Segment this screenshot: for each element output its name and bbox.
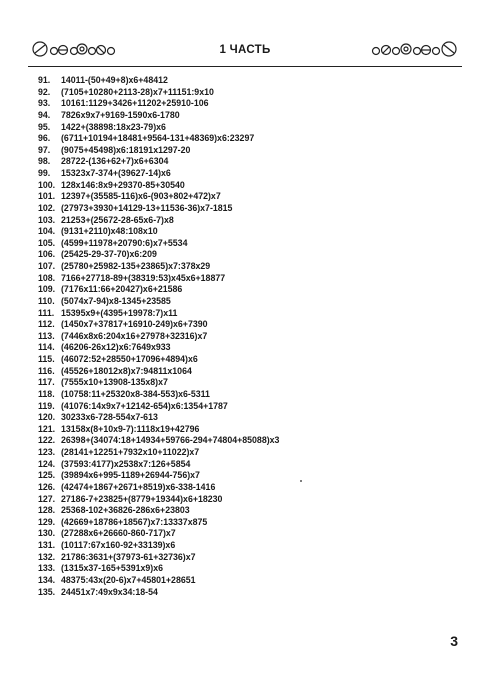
problem-number: 108. bbox=[38, 272, 56, 283]
problem-expression: 7826x9x7+9169-1590x6-1780 bbox=[61, 109, 180, 120]
problem-item bbox=[38, 110, 458, 122]
problem-expression: (46072:52+28550+17096+4894)x6 bbox=[61, 354, 198, 364]
problem-expression: (7555x10+13908-135x8)x7 bbox=[61, 377, 168, 388]
problem-item bbox=[38, 377, 458, 389]
problem-item bbox=[38, 319, 458, 331]
problem-number: 117. bbox=[38, 377, 55, 388]
problem-number: 131. bbox=[38, 540, 56, 550]
problem-number: 105. bbox=[38, 237, 56, 248]
problem-item bbox=[38, 552, 458, 564]
problem-number: 132. bbox=[38, 551, 56, 562]
problem-expression: (41076:14x9x7+12142-654)x6:1354+1787 bbox=[61, 400, 228, 411]
problem-expression: 1422+(38898:18x23-79)x6 bbox=[61, 121, 166, 132]
problem-number: 129. bbox=[38, 516, 56, 527]
problem-number: 116. bbox=[38, 365, 55, 376]
problem-number: 92. bbox=[38, 86, 51, 97]
decorative-circles-right-icon bbox=[366, 40, 458, 58]
problem-number: 130. bbox=[38, 528, 56, 539]
problem-expression: (46206-26x12)x6:7649x933 bbox=[61, 342, 171, 353]
problem-expression: 128x146:8x9+29370-85+30540 bbox=[61, 179, 185, 190]
problem-item bbox=[38, 482, 458, 494]
problem-expression: 10161:1129+3426+11202+25910-106 bbox=[61, 98, 209, 109]
problem-expression: 21253+(25672-28-65x6-7)x8 bbox=[61, 214, 174, 225]
problem-item bbox=[38, 528, 458, 540]
problem-expression: (45526+18012x8)x7:94811x1064 bbox=[61, 365, 192, 376]
problem-number: 126. bbox=[38, 481, 56, 492]
problem-expression: 15323x7-374+(39627-14)x6 bbox=[61, 168, 171, 178]
problem-item bbox=[38, 517, 458, 529]
problem-expression: (7176x11:66+20427)x6+21586 bbox=[61, 284, 183, 295]
problem-number: 115. bbox=[38, 354, 55, 364]
problem-item bbox=[38, 180, 458, 192]
problem-expression: (25780+25982-135+23865)x7:378x29 bbox=[61, 261, 211, 271]
problem-number: 119. bbox=[38, 400, 55, 411]
problem-number: 112. bbox=[38, 319, 55, 330]
problem-expression: (5074x7-94)x8-1345+23585 bbox=[61, 295, 171, 306]
problem-number: 123. bbox=[38, 447, 56, 457]
problem-number: 118. bbox=[38, 388, 55, 399]
problem-item bbox=[38, 366, 458, 378]
problem-number: 125. bbox=[38, 470, 56, 481]
page-number: 3 bbox=[450, 633, 458, 649]
problem-item bbox=[38, 412, 458, 424]
problem-item bbox=[38, 87, 458, 99]
problem-number: 114. bbox=[38, 342, 55, 353]
problem-expression: 21786:3631+(37973-61+32736)x7 bbox=[61, 551, 196, 562]
problem-number: 110. bbox=[38, 295, 55, 306]
problem-expression: 14011-(50+49+8)x6+48412 bbox=[61, 75, 168, 85]
problem-number: 134. bbox=[38, 574, 56, 585]
problem-expression: 27186-7+23825+(8779+19344)x6+18230 bbox=[61, 493, 223, 504]
problem-number: 96. bbox=[38, 133, 51, 144]
problem-item bbox=[38, 203, 458, 215]
problem-item bbox=[38, 273, 458, 285]
problem-expression: 28722-(136+62+7)x6+6304 bbox=[61, 156, 169, 167]
problem-item bbox=[38, 354, 458, 366]
problem-item bbox=[38, 587, 458, 599]
problem-item bbox=[38, 145, 458, 157]
problem-expression: 26398+(34074:18+14934+59766-294+74804+85088)x3 bbox=[61, 435, 280, 446]
problem-number: 97. bbox=[38, 144, 51, 155]
problem-number: 122. bbox=[38, 435, 56, 446]
problem-number: 111. bbox=[38, 307, 55, 318]
page-title: 1 ЧАСТЬ bbox=[219, 44, 271, 56]
problem-expression: (10758:11+25320x8-384-553)x6-5311 bbox=[61, 388, 210, 399]
problem-item bbox=[38, 342, 458, 354]
problem-item bbox=[38, 238, 458, 250]
problem-expression: (7446x8x6:204x16+27978+32316)x7 bbox=[61, 330, 208, 341]
problem-item bbox=[38, 284, 458, 296]
problem-item bbox=[38, 563, 458, 575]
problem-item bbox=[38, 122, 458, 134]
problem-item bbox=[38, 505, 458, 517]
problem-expression: (42474+1867+2671+8519)x6-338-1416 bbox=[61, 481, 216, 492]
problem-expression: 7166+27718-89+(38319:53)x45x6+18877 bbox=[61, 272, 226, 283]
problem-item bbox=[38, 470, 458, 482]
problem-number: 94. bbox=[38, 109, 51, 120]
problem-number: 135. bbox=[38, 586, 56, 597]
problem-expression: (10117:67x160-92+33139)x6 bbox=[61, 540, 176, 550]
problem-item bbox=[38, 389, 458, 401]
problem-number: 103. bbox=[38, 214, 56, 225]
problem-item bbox=[38, 540, 458, 552]
page-header bbox=[28, 40, 462, 66]
problem-expression: 13158x(8+10x9-7):1118x19+42796 bbox=[61, 423, 200, 434]
problem-number: 127. bbox=[38, 493, 56, 504]
problem-expression: (6711+10194+18481+9564-131+48369)x6:23297 bbox=[61, 133, 255, 144]
problem-number: 106. bbox=[38, 249, 56, 260]
problem-number: 100. bbox=[38, 179, 56, 190]
problem-number: 102. bbox=[38, 202, 56, 213]
problem-expression: (9075+45498)x6:18191x1297-20 bbox=[61, 144, 191, 155]
problem-item bbox=[38, 575, 458, 587]
problem-expression: (1450x7+37817+16910-249)x6+7390 bbox=[61, 319, 208, 330]
problem-number: 104. bbox=[38, 226, 56, 237]
problem-expression: (1315x37-165+5391x9)x6 bbox=[61, 563, 163, 574]
problem-expression: (27973+3930+14129-13+11536-36)x7-1815 bbox=[61, 202, 233, 213]
problem-expression: 12397+(35585-116)x6-(903+802+472)x7 bbox=[61, 191, 221, 202]
problem-item bbox=[38, 215, 458, 227]
problem-expression: (9131+2110)x48:108x10 bbox=[61, 226, 158, 237]
problem-number: 109. bbox=[38, 284, 56, 295]
problem-item bbox=[38, 308, 458, 320]
problem-expression: (28141+12251+7932x10+11022)x7 bbox=[61, 447, 200, 457]
problem-item bbox=[38, 98, 458, 110]
problem-item bbox=[38, 75, 458, 87]
problem-expression: (42669+18786+18567)x7:13337x875 bbox=[61, 516, 208, 527]
problem-item bbox=[38, 331, 458, 343]
problem-number: 128. bbox=[38, 505, 56, 516]
problem-expression: 24451x7:49x9x34:18-54 bbox=[61, 586, 158, 597]
problem-expression: (27288x6+26660-860-717)x7 bbox=[61, 528, 176, 539]
problem-number: 99. bbox=[38, 168, 51, 178]
problem-item bbox=[38, 424, 458, 436]
problem-item bbox=[38, 226, 458, 238]
problem-number: 107. bbox=[38, 261, 56, 271]
problem-number: 98. bbox=[38, 156, 51, 167]
problem-item bbox=[38, 459, 458, 471]
problem-expression: (4599+11978+20790:6)x7+5534 bbox=[61, 237, 188, 248]
problem-item bbox=[38, 261, 458, 273]
problem-expression: 48375:43x(20-6)x7+45801+28651 bbox=[61, 574, 196, 585]
problem-list bbox=[38, 75, 458, 598]
problem-expression: 30233x6-728-554x7-613 bbox=[61, 412, 158, 423]
problem-item bbox=[38, 133, 458, 145]
problem-number: 133. bbox=[38, 563, 56, 574]
problem-number: 124. bbox=[38, 458, 56, 469]
problem-item bbox=[38, 447, 458, 459]
problem-number: 121. bbox=[38, 423, 56, 434]
problem-expression: (39894x6+995-1189+26944-756)x7 bbox=[61, 470, 200, 481]
problem-item bbox=[38, 191, 458, 203]
problem-number: 93. bbox=[38, 98, 51, 109]
problem-item bbox=[38, 168, 458, 180]
problem-number: 113. bbox=[38, 330, 55, 341]
problem-item bbox=[38, 296, 458, 308]
print-speck bbox=[300, 480, 302, 482]
problem-item bbox=[38, 156, 458, 168]
problem-item bbox=[38, 401, 458, 413]
problem-expression: 15395x9+(4395+19978:7)x11 bbox=[61, 307, 178, 318]
problem-item bbox=[38, 249, 458, 261]
problem-expression: (37593:4177)x2538x7:126+5854 bbox=[61, 458, 191, 469]
problem-number: 120. bbox=[38, 412, 56, 423]
problem-number: 101. bbox=[38, 191, 56, 202]
header-divider bbox=[28, 66, 462, 67]
problem-expression: 25368-102+36826-286x6+23803 bbox=[61, 505, 190, 516]
problem-expression: (25425-29-37-70)x6:209 bbox=[61, 249, 157, 260]
problem-number: 95. bbox=[38, 121, 51, 132]
problem-number: 91. bbox=[38, 75, 51, 85]
problem-item bbox=[38, 494, 458, 506]
problem-expression: (7105+10280+2113-28)x7+11151:9x10 bbox=[61, 86, 214, 97]
problem-item bbox=[38, 435, 458, 447]
